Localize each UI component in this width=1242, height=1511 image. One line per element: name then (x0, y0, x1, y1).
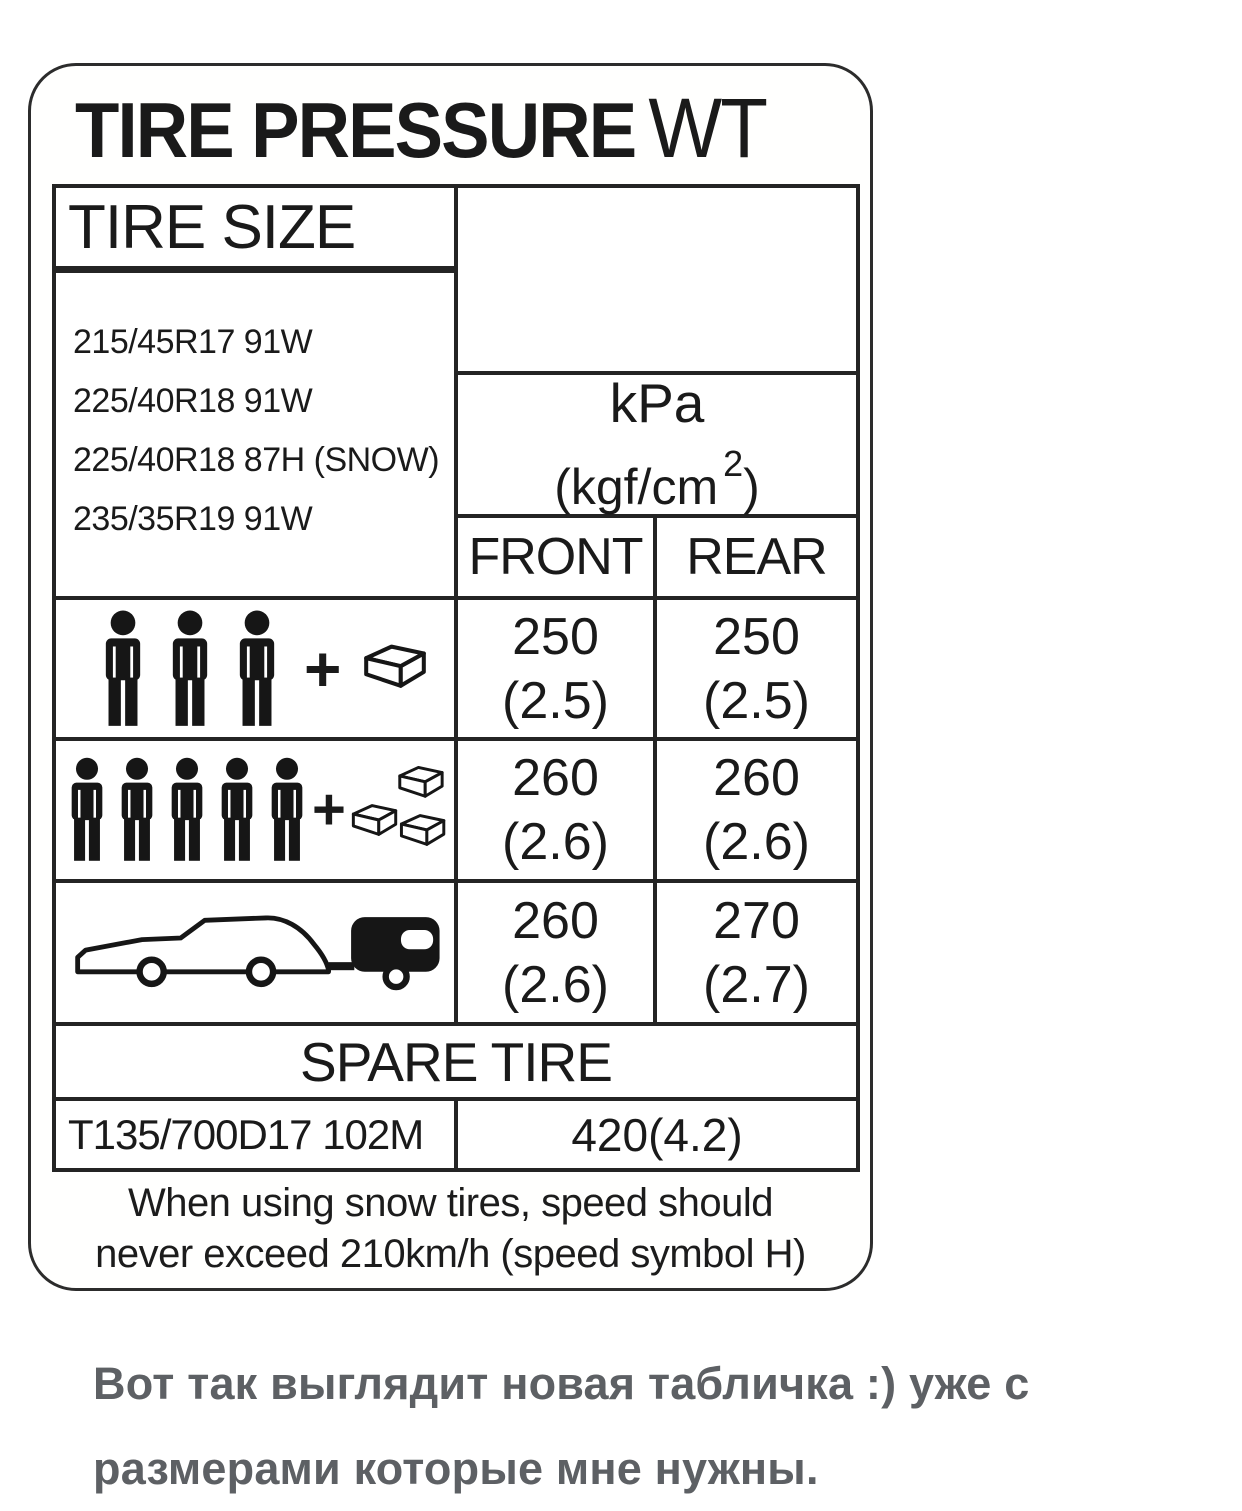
row-3-front-pressure: 260 (2.6) (458, 883, 657, 1026)
car-trailer-icon (68, 904, 446, 1001)
rear-column-header: REAR (657, 518, 856, 600)
five-passengers-icon (64, 757, 310, 863)
row-1-rear-pressure: 250 (2.5) (657, 600, 856, 741)
blank-cell (458, 188, 856, 375)
spare-tire-size-cell: T135/700D17 102M (56, 1101, 458, 1168)
placard-title (75, 80, 766, 177)
row-1-front-pressure: 250 (2.5) (458, 600, 657, 741)
plus-sign: + (312, 777, 346, 842)
tire-size-list-cell (56, 273, 458, 600)
tire-pressure-placard (28, 63, 873, 1291)
spare-tire-pressure-cell: 420(4.2) (458, 1101, 856, 1168)
placard-title-text: TIRE PRESSURE (75, 86, 636, 174)
placard-title-code: WT (648, 81, 767, 175)
person-icon (96, 610, 150, 728)
tire-size-item: 235/35R19 91W (73, 500, 313, 538)
luggage-box-icon (359, 642, 431, 695)
tire-size-header-cell (56, 188, 458, 273)
luggage-stack-icon (348, 763, 454, 858)
row-2-rear-pressure: 260 (2.6) (657, 741, 856, 883)
tire-size-item: 225/40R18 87H (SNOW) (73, 441, 440, 479)
person-icon (264, 757, 310, 863)
tire-size-header: TIRE SIZE (68, 192, 356, 262)
three-passengers-icon (96, 610, 284, 728)
person-icon (114, 757, 160, 863)
person-icon (164, 757, 210, 863)
tire-size-item: 215/45R17 91W (73, 323, 313, 361)
unit-kpa: kPa (609, 372, 705, 434)
person-icon (230, 610, 284, 728)
front-column-header: FRONT (458, 518, 657, 600)
unit-header-cell (458, 372, 856, 518)
person-icon (163, 610, 217, 728)
snow-tire-footnote: When using snow tires, speed should never exceed 210km/h (speed symbol H) (95, 1181, 806, 1276)
person-icon (64, 757, 110, 863)
row-2-front-pressure: 260 (2.6) (458, 741, 657, 883)
load-row-3-pictogram-cell (56, 883, 458, 1026)
spare-tire-header-cell: SPARE TIRE (56, 1026, 856, 1101)
caption-text: Вот так выглядит новая табличка :) уже с размерами которые мне нужны. (93, 1358, 1030, 1494)
person-icon (214, 757, 260, 863)
plus-sign: + (304, 632, 342, 705)
pressure-table (52, 184, 860, 1172)
row-3-rear-pressure: 270 (2.7) (657, 883, 856, 1026)
load-row-1-pictogram-cell (56, 600, 458, 741)
unit-superscript: 2 (723, 443, 744, 484)
load-row-2-pictogram-cell (56, 741, 458, 883)
tire-size-item: 225/40R18 91W (73, 382, 313, 420)
unit-kgf: (kgf/cm $^2$) (554, 443, 760, 515)
